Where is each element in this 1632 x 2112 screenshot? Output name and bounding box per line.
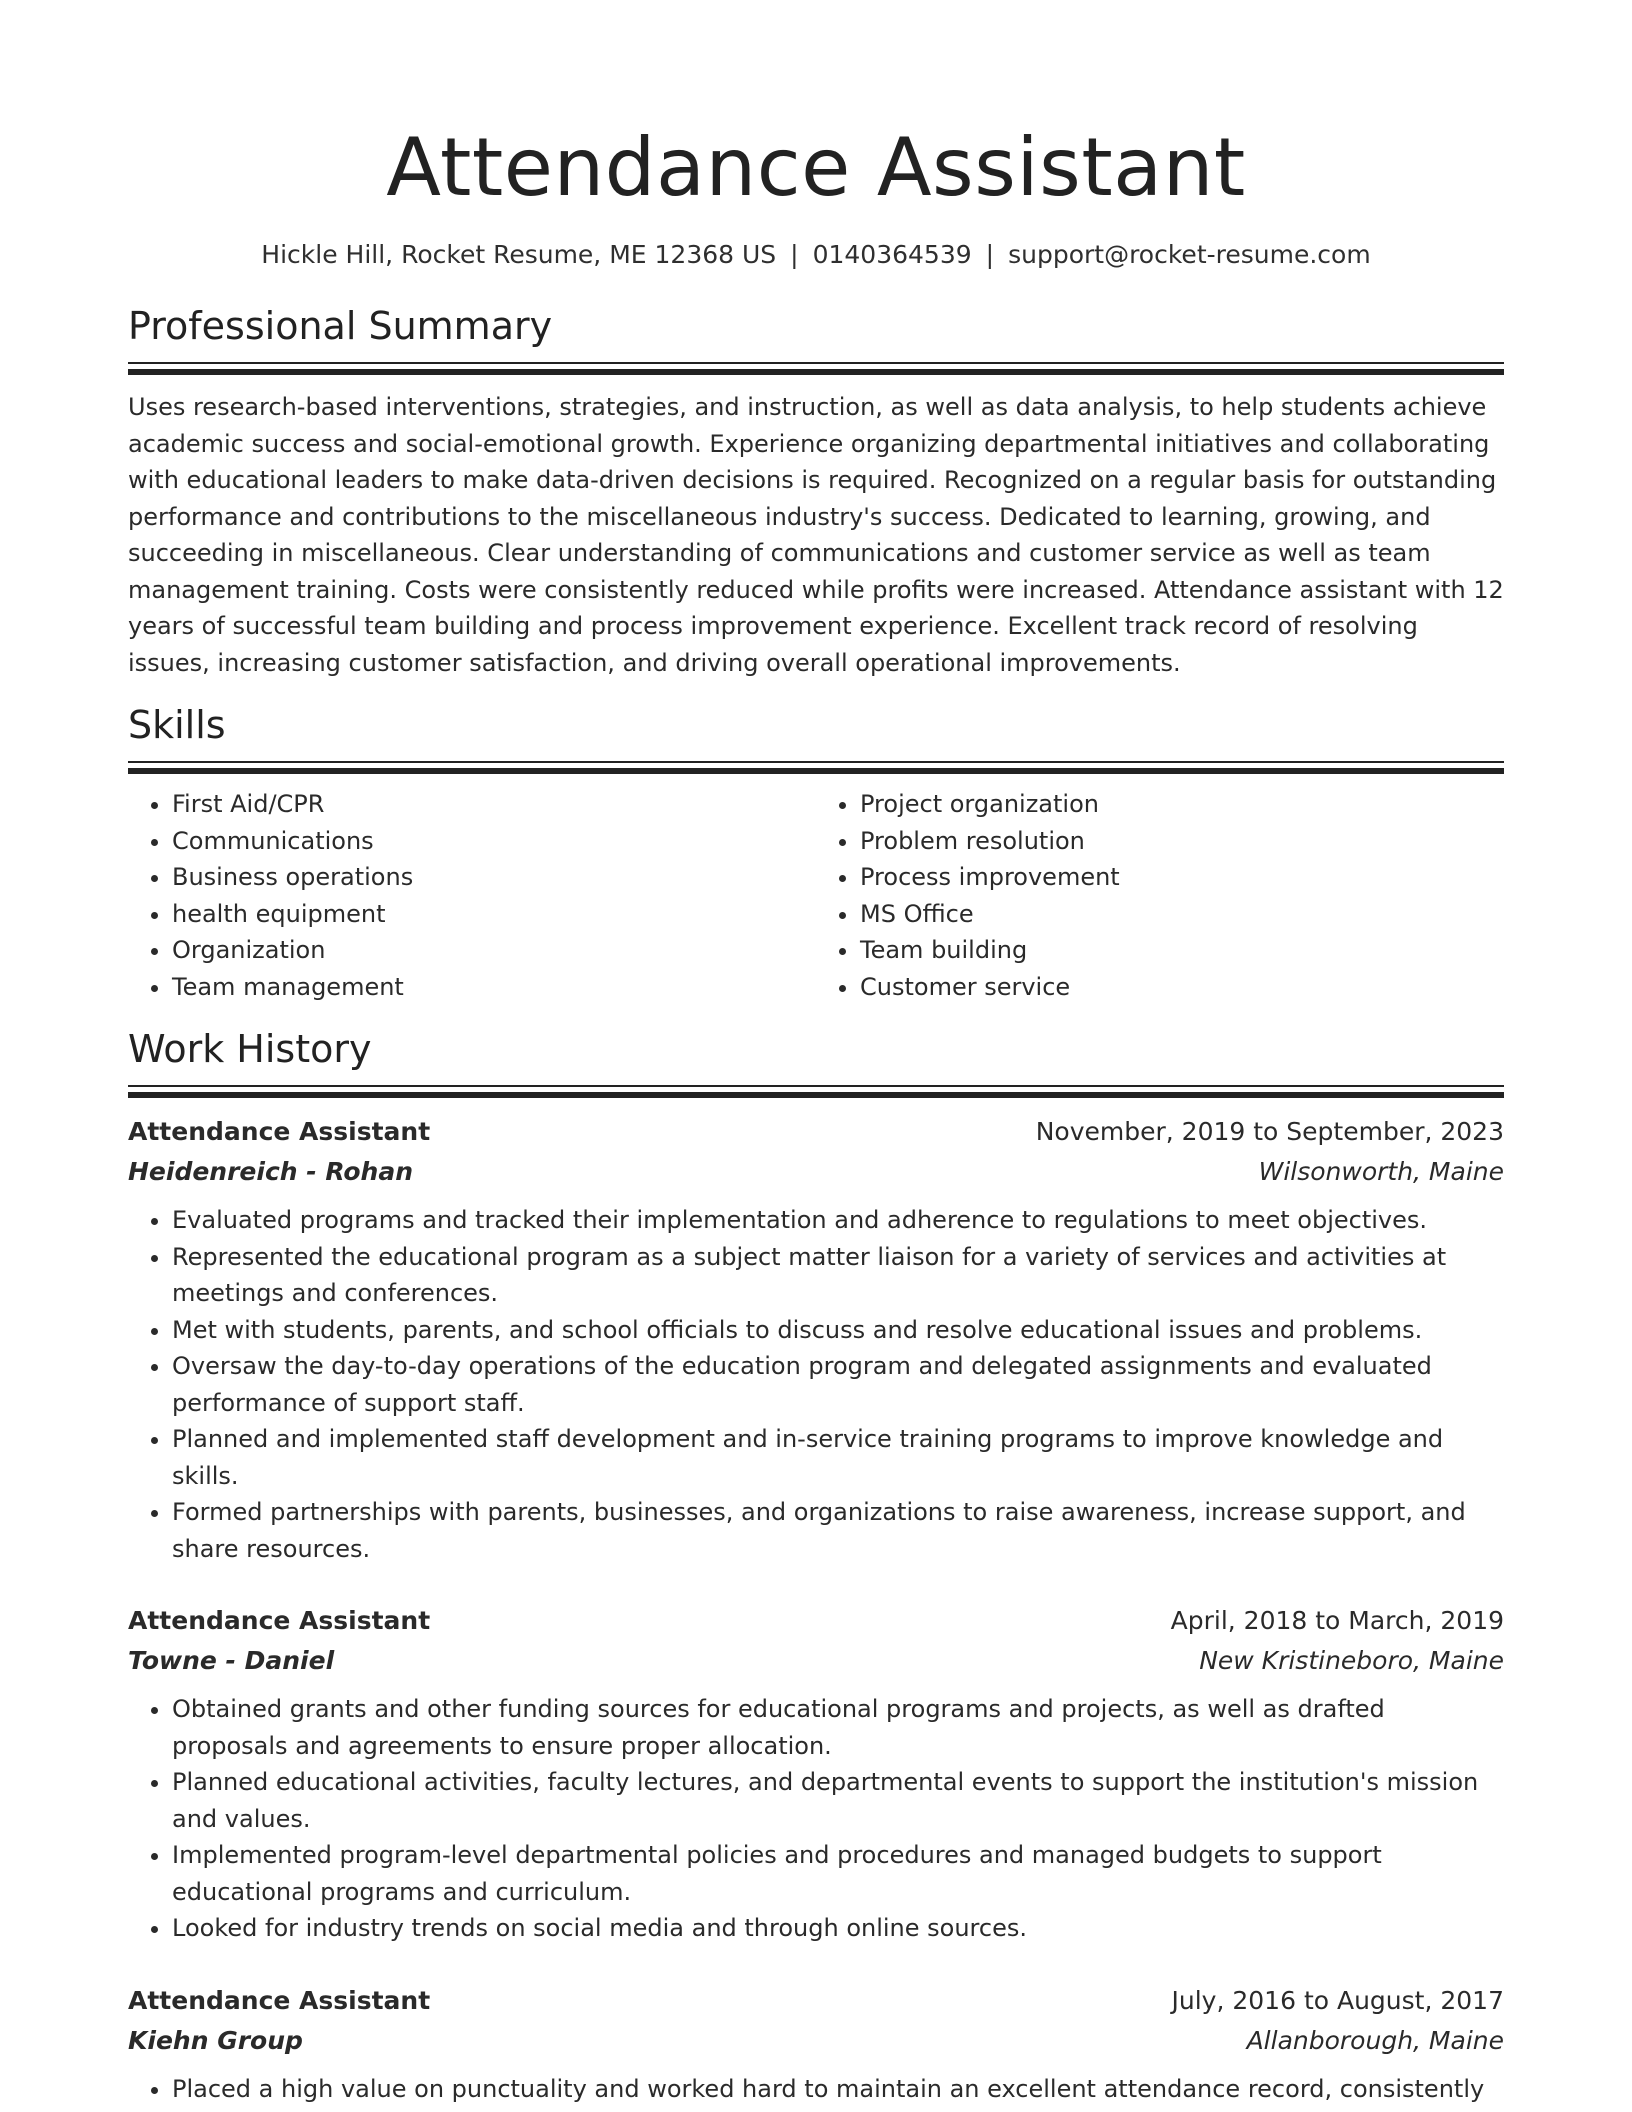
- resume-name: Attendance Assistant: [386, 121, 1246, 214]
- job-header: [128, 1601, 1504, 1641]
- contact-line: [128, 238, 1504, 272]
- job-title: Attendance Assistant: [128, 1985, 431, 2015]
- skills-column-right: [816, 786, 1504, 1005]
- section-title-work-history: Work History: [128, 1027, 372, 1071]
- skill-item: • MS Office: [860, 896, 1504, 933]
- skills-list: [128, 786, 1504, 1005]
- job-subheader: [128, 1152, 1504, 1192]
- job-bullet: • Planned and implemented staff development and in-service training programs to improve knowledge and skills.: [172, 1421, 1504, 1494]
- skill-item: • Process improvement: [860, 859, 1504, 896]
- section-divider-thick: [128, 1092, 1504, 1098]
- job-bullets: [128, 1691, 1504, 1947]
- job-company: Kiehn Group: [128, 2025, 303, 2055]
- job-subheader: [128, 2021, 1504, 2061]
- skills-column-left: [128, 786, 816, 1005]
- job-bullets: [128, 1202, 1504, 1567]
- section-divider: [128, 1085, 1504, 1087]
- job-bullets: [128, 2071, 1504, 2108]
- job-bullet: • Oversaw the day-to-day operations of the education program and delegated assignments and evaluated performance of support staff.: [172, 1348, 1504, 1421]
- job-bullet: • Met with students, parents, and school officials to discuss and resolve educational issues and problems.: [172, 1312, 1504, 1349]
- section-divider-thick: [128, 369, 1504, 375]
- summary-text: Uses research-based interventions, strategies, and instruction, as well as data analysis, to help students achieve academic success and social-emotional growth. Experience organizing departmental initiatives and collaborating with educational leaders to make data-driven decisions is required. Recognized on a regular basis for outstanding performance and contributions to the miscellaneous industry's success. Dedicated to learning, growing, and succeeding in miscellaneous. Clear understanding of communications and customer service as well as team management training. Costs were consistently reduced while profits were increased. Attendance assistant with 12 years of successful team building and process improvement experience. Excellent track record of resolving issues, increasing customer satisfaction, and driving overall operational improvements.: [128, 393, 1504, 677]
- contact-separator: |: [790, 240, 799, 269]
- skill-item: • Team management: [172, 969, 816, 1006]
- skill-item: • First Aid/CPR: [172, 786, 816, 823]
- job-header: [128, 1112, 1504, 1152]
- job-location: Wilsonworth, Maine: [1258, 1157, 1504, 1186]
- section-divider: [128, 761, 1504, 763]
- work-history-section: [128, 1025, 1504, 2107]
- section-divider-thick: [128, 768, 1504, 774]
- job-company: Heidenreich - Rohan: [128, 1157, 413, 1186]
- job-entry: [128, 1112, 1504, 1567]
- job-title: Attendance Assistant: [128, 1117, 431, 1146]
- skill-item: • Customer service: [860, 969, 1504, 1006]
- contact-email: support@rocket-resume.com: [1008, 240, 1371, 269]
- skill-item: • Business operations: [172, 859, 816, 896]
- job-dates: July, 2016 to August, 2017: [1171, 1985, 1504, 2015]
- job-bullet: • Implemented program-level departmental policies and procedures and managed budgets to support educational programs and curriculum.: [172, 1837, 1504, 1910]
- skill-item: • Team building: [860, 932, 1504, 969]
- contact-phone: 0140364539: [812, 240, 972, 269]
- job-location: Allanborough, Maine: [1246, 2025, 1504, 2055]
- job-company: Towne - Daniel: [128, 1646, 335, 1675]
- section-title-summary: Professional Summary: [128, 304, 553, 348]
- job-bullet: • Formed partnerships with parents, businesses, and organizations to raise awareness, increase support, and share resources.: [172, 1494, 1504, 1567]
- job-location: New Kristineboro, Maine: [1199, 1646, 1504, 1675]
- skill-item: • Problem resolution: [860, 823, 1504, 860]
- skill-item: • Communications: [172, 823, 816, 860]
- job-title: Attendance Assistant: [128, 1606, 431, 1635]
- section-divider: [128, 362, 1504, 364]
- job-bullet: • Obtained grants and other funding sources for educational programs and projects, as well as drafted proposals and agreements to ensure proper allocation.: [172, 1691, 1504, 1764]
- job-bullet: • Evaluated programs and tracked their implementation and adherence to regulations to meet objectives.: [172, 1202, 1504, 1239]
- skills-section: [128, 701, 1504, 1005]
- resume-page: [128, 0, 1504, 2107]
- job-bullet: • Looked for industry trends on social media and through online sources.: [172, 1910, 1504, 1947]
- contact-address: Hickle Hill, Rocket Resume, ME 12368 US: [261, 240, 777, 269]
- skill-item: • Project organization: [860, 786, 1504, 823]
- job-dates: April, 2018 to March, 2019: [1170, 1606, 1504, 1635]
- job-entry: [128, 1981, 1504, 2108]
- skill-item: • health equipment: [172, 896, 816, 933]
- job-bullet: • Placed a high value on punctuality and worked hard to maintain an excellent attendance record, consistently: [172, 2071, 1504, 2108]
- contact-separator: |: [985, 240, 995, 269]
- summary-section: [128, 302, 1504, 681]
- job-header: [128, 1981, 1504, 2021]
- job-dates: November, 2019 to September, 2023: [1035, 1117, 1504, 1146]
- job-bullet: • Represented the educational program as a subject matter liaison for a variety of services and activities at meetings and conferences.: [172, 1239, 1504, 1312]
- job-bullet: • Planned educational activities, faculty lectures, and departmental events to support the institution's mission and values.: [172, 1764, 1504, 1837]
- skill-item: • Organization: [172, 932, 816, 969]
- section-title-skills: Skills: [128, 703, 226, 747]
- job-entry: [128, 1601, 1504, 1947]
- job-subheader: [128, 1641, 1504, 1681]
